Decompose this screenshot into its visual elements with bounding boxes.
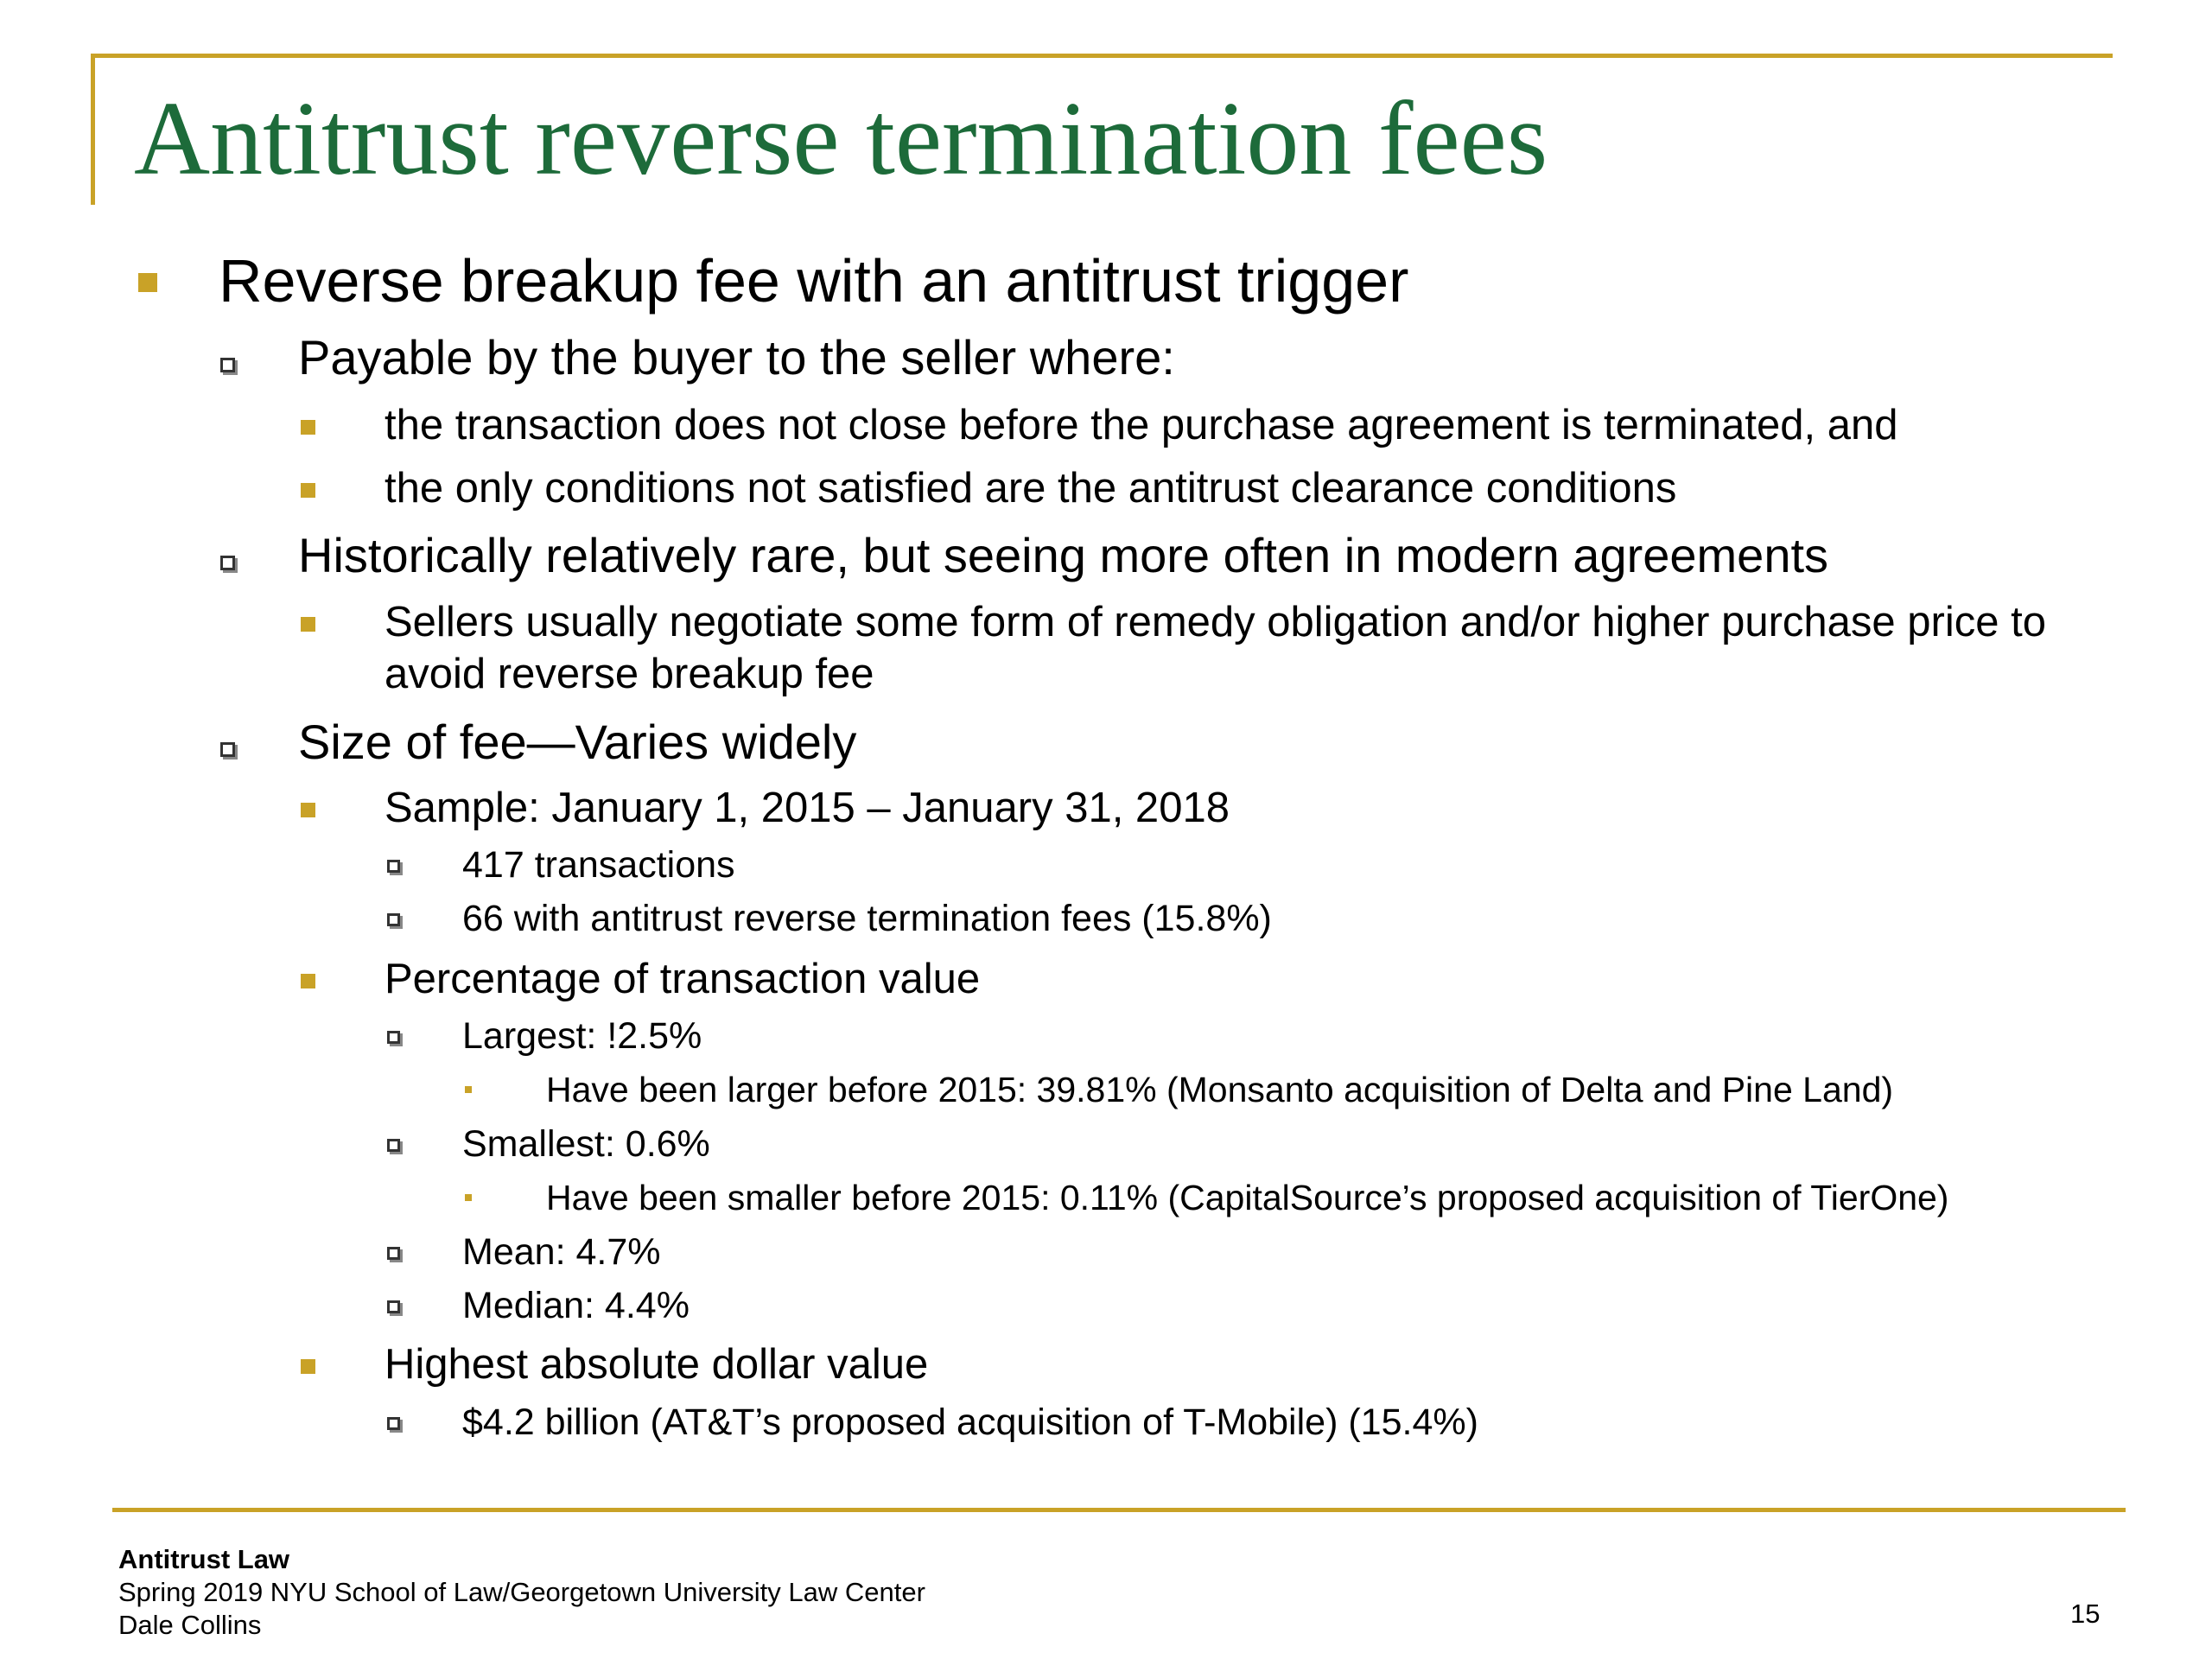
square-bullet-icon — [138, 273, 157, 292]
square-bullet-icon — [301, 803, 315, 817]
bullet-text: Smallest: 0.6% — [462, 1123, 710, 1165]
bullet-text: Sample: January 1, 2015 – January 31, 2018 — [385, 785, 1230, 831]
bullet-text: Highest absolute dollar value — [385, 1341, 929, 1388]
hollow-square-bullet-icon — [220, 742, 235, 757]
footer-rule — [112, 1508, 2126, 1512]
bullet-text: Sellers usually negotiate some form of remedy obligation and/or higher purchase price to — [385, 599, 2046, 645]
small-square-bullet-icon — [465, 1194, 472, 1201]
footer-course: Antitrust Law — [118, 1544, 290, 1574]
hollow-square-bullet-icon — [387, 1247, 400, 1260]
bullet-text: avoid reverse breakup fee — [385, 651, 874, 697]
bullet-text: Payable by the buyer to the seller where: — [298, 330, 1175, 385]
square-bullet-icon — [301, 974, 315, 988]
bullet-text: $4.2 billion (AT&T’s proposed acquisition of T-Mobile) (15.4%) — [462, 1402, 1478, 1443]
square-bullet-icon — [301, 483, 315, 498]
bullet-text: 66 with antitrust reverse termination fees (15.8%) — [462, 898, 1272, 939]
bullet-text: 417 transactions — [462, 844, 735, 886]
hollow-square-bullet-icon — [387, 1417, 400, 1430]
bullet-text: Median: 4.4% — [462, 1285, 690, 1326]
footer-term: Spring 2019 NYU School of Law/Georgetown University Law Center — [118, 1577, 925, 1607]
bullet-text: the transaction does not close before the purchase agreement is terminated, and — [385, 402, 1898, 448]
bullet-text: Mean: 4.7% — [462, 1231, 661, 1273]
bullet-text: Have been larger before 2015: 39.81% (Monsanto acquisition of Delta and Pine Land) — [546, 1070, 1894, 1109]
bullet-text: Historically relatively rare, but seeing more often in modern agreements — [298, 528, 1829, 582]
small-square-bullet-icon — [465, 1086, 472, 1093]
bullet-text: Reverse breakup fee with an antitrust trigger — [219, 247, 1409, 315]
hollow-square-bullet-icon — [220, 358, 235, 372]
footer-author: Dale Collins — [118, 1610, 262, 1640]
square-bullet-icon — [301, 617, 315, 632]
hollow-square-bullet-icon — [387, 860, 400, 873]
hollow-square-bullet-icon — [387, 913, 400, 926]
bullet-text: Size of fee—Varies widely — [298, 715, 857, 769]
hollow-square-bullet-icon — [387, 1031, 400, 1044]
hollow-square-bullet-icon — [387, 1300, 400, 1313]
square-bullet-icon — [301, 420, 315, 435]
hollow-square-bullet-icon — [220, 556, 235, 570]
page-number: 15 — [2070, 1599, 2101, 1629]
bullet-text: Percentage of transaction value — [385, 956, 981, 1002]
square-bullet-icon — [301, 1359, 315, 1374]
bullet-text: Have been smaller before 2015: 0.11% (CapitalSource’s proposed acquisition of TierOne) — [546, 1178, 1949, 1217]
bullet-text: the only conditions not satisfied are the antitrust clearance conditions — [385, 465, 1677, 512]
hollow-square-bullet-icon — [387, 1139, 400, 1152]
bullet-text: Largest: !2.5% — [462, 1015, 702, 1057]
slide-title: Antitrust reverse termination fees — [134, 80, 1548, 197]
